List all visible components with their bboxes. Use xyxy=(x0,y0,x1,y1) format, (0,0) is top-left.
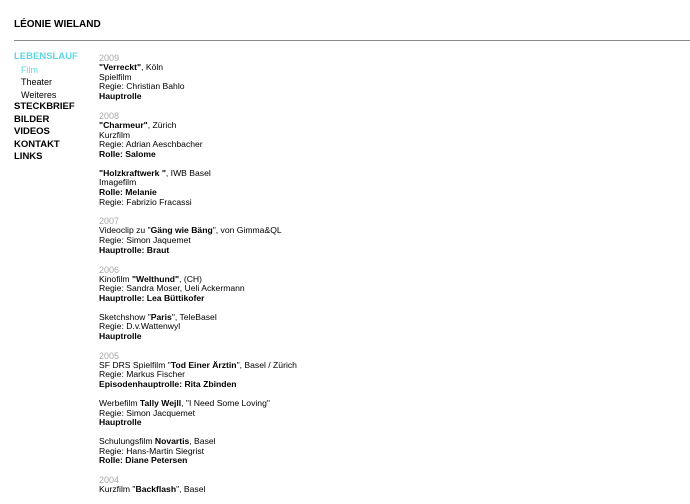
film-entry xyxy=(99,169,499,208)
entry-text: , "I Need Some Loving" xyxy=(181,397,270,408)
film-entry xyxy=(99,226,499,255)
entry-text: Kinofilm xyxy=(99,273,132,284)
entry-text: , Basel xyxy=(189,435,216,446)
entry-text: Regie: Sandra Moser, Ueli Ackermann xyxy=(99,283,245,294)
entry-line xyxy=(99,332,499,342)
film-entry xyxy=(99,121,499,160)
entry-text: Schulungsfilm xyxy=(99,435,155,446)
entry-line xyxy=(99,418,499,428)
year-block xyxy=(99,111,499,208)
year-block xyxy=(99,53,499,102)
entry-text-bold: Hauptrolle xyxy=(99,331,142,342)
entry-line xyxy=(99,92,499,102)
entry-text: , Zürich xyxy=(147,119,177,130)
film-entry xyxy=(99,313,499,342)
year-block xyxy=(99,216,499,255)
entry-text: Sketchshow " xyxy=(99,311,151,322)
entry-text-bold: Backflash xyxy=(135,484,177,495)
entry-text: Regie: Hans-Martin Siegrist xyxy=(99,445,205,456)
site-title: LÉONIE WIELAND xyxy=(14,19,101,30)
entry-line xyxy=(99,178,499,188)
year-heading: 2008 xyxy=(99,110,120,121)
entry-text-bold: Paris xyxy=(150,311,172,322)
nav-item-videos[interactable]: VIDEOS xyxy=(14,126,50,137)
film-entry xyxy=(99,275,499,304)
film-entry xyxy=(99,437,499,466)
nav-item-steckbrief[interactable]: STECKBRIEF xyxy=(14,101,75,112)
nav-subitem-weiteres[interactable]: Weiteres xyxy=(21,89,57,100)
year-heading: 2005 xyxy=(99,350,120,361)
entry-line xyxy=(99,63,499,73)
nav-subitem-film[interactable]: Film xyxy=(21,64,38,75)
entry-text-bold: "Welthund" xyxy=(131,273,180,284)
year-heading: 2004 xyxy=(99,475,120,486)
nav-item-kontakt[interactable]: KONTAKT xyxy=(14,138,60,150)
entry-line xyxy=(99,169,499,179)
nav-item-links[interactable]: LINKS xyxy=(14,151,43,162)
entry-text: ", Basel / Zürich xyxy=(236,359,297,370)
entry-text: Regie: Christian Bahlo xyxy=(99,81,185,92)
film-entry xyxy=(99,63,499,102)
entry-text: Spielfilm xyxy=(99,71,132,82)
entry-text-bold: Novartis xyxy=(154,435,190,446)
entry-line xyxy=(99,485,499,495)
film-entry xyxy=(99,361,499,390)
entry-text: Kurzfilm xyxy=(99,129,131,140)
nav-item-lebenslauf[interactable]: LEBENSLAUF xyxy=(14,51,78,62)
entry-line xyxy=(99,456,499,466)
main-nav xyxy=(14,51,78,164)
entry-text-bold: Tod Einer Ärztin xyxy=(170,359,237,370)
entry-line xyxy=(99,150,499,160)
entry-text: Werbefilm xyxy=(99,397,140,408)
film-entry xyxy=(99,485,499,495)
entry-text-bold: Hauptrolle: Lea Büttikofer xyxy=(99,292,205,303)
entry-text: Regie: Fabrizio Fracassi xyxy=(99,196,192,207)
entry-line xyxy=(99,409,499,419)
nav-subitem-theater[interactable]: Theater xyxy=(21,77,53,87)
entry-text: , IWB Basel xyxy=(165,167,211,178)
entry-text-bold: Hauptrolle: Braut xyxy=(99,244,170,255)
entry-text: ", TeleBasel xyxy=(171,311,217,322)
entry-text-bold: "Verreckt" xyxy=(99,62,142,72)
entry-line xyxy=(99,140,499,150)
entry-line xyxy=(99,246,499,256)
entry-line xyxy=(99,198,499,208)
entry-line xyxy=(99,121,499,131)
entry-text: Videoclip zu " xyxy=(99,225,151,236)
entry-text-bold: Rolle: Diane Petersen xyxy=(99,455,188,466)
entry-text: Kurzfilm " xyxy=(99,484,136,495)
entry-text-bold: Tally Wejll xyxy=(139,397,182,408)
entry-text: Regie: Simon Jaquemet xyxy=(99,235,191,246)
entry-text-bold: Rolle: Melanie xyxy=(99,187,157,198)
entry-line xyxy=(99,82,499,92)
entry-text: Imagefilm xyxy=(99,177,137,188)
year-block xyxy=(99,265,499,342)
entry-text-bold: "Charmeur" xyxy=(99,119,148,130)
entry-text: ", von Gimma&QL xyxy=(212,225,282,236)
entry-text: , (CH) xyxy=(179,273,203,284)
entry-text: Regie: Simon Jacquemet xyxy=(99,407,196,418)
entry-line xyxy=(99,294,499,304)
entry-text: Regie: Markus Fischer xyxy=(99,369,185,380)
entry-text: SF DRS Spielfilm " xyxy=(99,359,171,370)
filmography-list xyxy=(99,53,499,504)
entry-text-bold: Hauptrolle xyxy=(99,91,142,102)
header-divider xyxy=(14,40,690,41)
entry-text-bold: "Holzkraftwerk " xyxy=(99,167,166,178)
entry-text: ", Basel xyxy=(176,484,206,495)
entry-text: Regie: D.v.Wattenwyl xyxy=(99,321,181,332)
year-heading: 2009 xyxy=(99,53,120,63)
entry-text: , Köln xyxy=(141,62,164,72)
nav-item-bilder[interactable]: BILDER xyxy=(14,113,50,125)
entry-text-bold: Hauptrolle xyxy=(99,417,142,428)
year-block xyxy=(99,351,499,466)
year-heading: 2006 xyxy=(99,264,120,275)
year-heading: 2007 xyxy=(99,216,120,227)
entry-text-bold: Episodenhauptrolle: Rita Zbinden xyxy=(99,379,237,390)
year-block xyxy=(99,475,499,495)
entry-text: Regie: Adrian Aeschbacher xyxy=(99,139,203,150)
entry-line xyxy=(99,380,499,390)
entry-text-bold: Rolle: Salome xyxy=(99,148,156,159)
entry-line xyxy=(99,322,499,332)
film-entry xyxy=(99,399,499,428)
entry-text-bold: Gäng wie Bäng xyxy=(150,225,213,236)
